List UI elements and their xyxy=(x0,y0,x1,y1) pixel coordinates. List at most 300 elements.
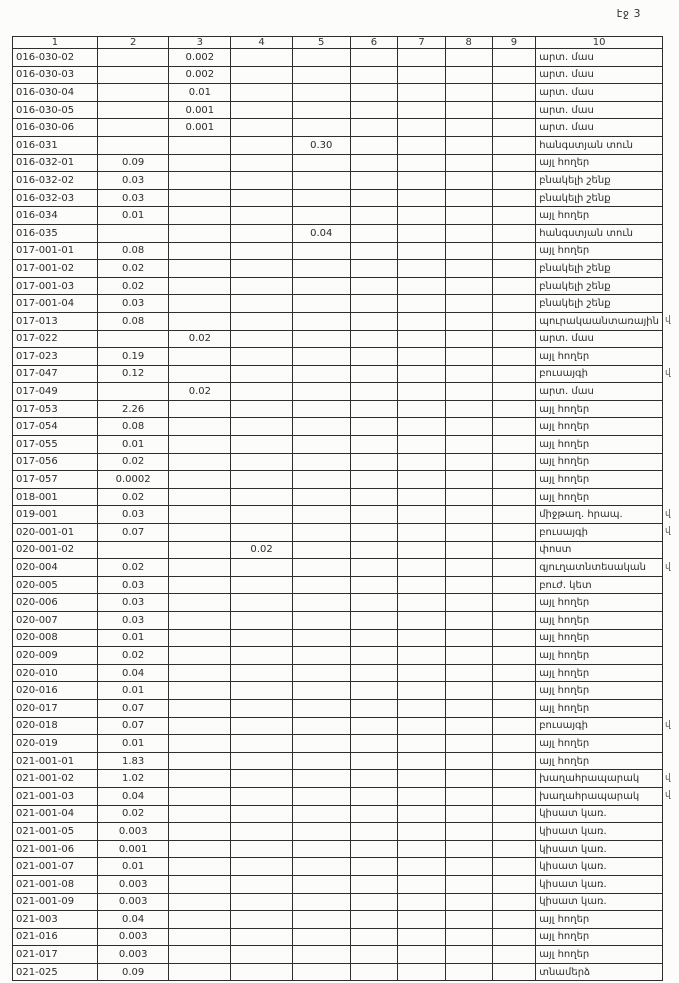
cell-col6 xyxy=(350,506,398,524)
table-row xyxy=(13,858,679,876)
cell-col6 xyxy=(350,647,398,665)
cell-col5 xyxy=(292,664,350,682)
cell-land-use: կիսատ կառ. xyxy=(536,875,663,893)
cell-col8 xyxy=(445,84,492,102)
margin-note xyxy=(662,224,678,242)
cell-col3 xyxy=(169,805,231,823)
cell-col6 xyxy=(350,805,398,823)
table-row xyxy=(13,717,679,735)
cell-col5 xyxy=(292,858,350,876)
cell-col3 xyxy=(169,735,231,753)
cell-col7 xyxy=(398,629,446,647)
table-row xyxy=(13,752,679,770)
cell-land-use: այլ հողեր xyxy=(536,928,663,946)
cell-col5 xyxy=(292,752,350,770)
margin-note xyxy=(662,576,678,594)
cell-col4 xyxy=(231,154,293,172)
column-header-3: 3 xyxy=(169,37,231,49)
cell-col8 xyxy=(445,629,492,647)
cell-col8 xyxy=(445,682,492,700)
cell-col8 xyxy=(445,383,492,401)
cell-land-use: արտ. մաս xyxy=(536,383,663,401)
cell-col7 xyxy=(398,664,446,682)
cell-parcel-code: 016-032-02 xyxy=(13,172,98,190)
cell-land-use: կիսատ կառ. xyxy=(536,823,663,841)
cell-parcel-code: 020-016 xyxy=(13,682,98,700)
cell-col5 xyxy=(292,348,350,366)
cell-col4: 0.02 xyxy=(231,541,293,559)
cell-col4 xyxy=(231,858,293,876)
cell-land-use: պուրակաանտառային xyxy=(536,312,663,330)
cell-col6 xyxy=(350,400,398,418)
cell-col6 xyxy=(350,84,398,102)
cell-col3: 0.01 xyxy=(169,84,231,102)
column-header-2: 2 xyxy=(97,37,169,49)
cell-col3 xyxy=(169,453,231,471)
cell-col9 xyxy=(492,66,536,84)
cell-col3 xyxy=(169,928,231,946)
cell-col8 xyxy=(445,66,492,84)
cell-col7 xyxy=(398,383,446,401)
cell-col6 xyxy=(350,330,398,348)
cell-col5 xyxy=(292,506,350,524)
margin-note xyxy=(662,330,678,348)
cell-col7 xyxy=(398,453,446,471)
cell-col9 xyxy=(492,893,536,911)
cell-col9 xyxy=(492,752,536,770)
cell-col3 xyxy=(169,682,231,700)
cell-col6 xyxy=(350,471,398,489)
cell-col2: 0.01 xyxy=(97,436,169,454)
cell-col3 xyxy=(169,295,231,313)
cell-col6 xyxy=(350,963,398,981)
cell-col4 xyxy=(231,471,293,489)
cell-col9 xyxy=(492,823,536,841)
cell-col6 xyxy=(350,875,398,893)
margin-note xyxy=(662,875,678,893)
cell-col2: 0.0002 xyxy=(97,471,169,489)
cell-col7 xyxy=(398,911,446,929)
margin-note: վ xyxy=(664,790,671,801)
cell-col5 xyxy=(292,805,350,823)
cell-col9 xyxy=(492,612,536,630)
cell-col5 xyxy=(292,875,350,893)
cell-col8 xyxy=(445,647,492,665)
cell-col8 xyxy=(445,348,492,366)
column-header-4: 4 xyxy=(231,37,293,49)
cell-land-use: արտ. մաս xyxy=(536,66,663,84)
cell-col5 xyxy=(292,893,350,911)
cell-col5 xyxy=(292,260,350,278)
cell-land-use: այլ հողեր xyxy=(536,629,663,647)
cell-col9 xyxy=(492,946,536,964)
cell-land-use: բուսայգի xyxy=(536,717,663,735)
cell-parcel-code: 021-001-06 xyxy=(13,840,98,858)
cell-col9 xyxy=(492,365,536,383)
cell-land-use: փոստ xyxy=(536,541,663,559)
cell-land-use: բնակելի շենք xyxy=(536,260,663,278)
cell-col8 xyxy=(445,576,492,594)
cell-col6 xyxy=(350,66,398,84)
table-row xyxy=(13,629,679,647)
cell-col5 xyxy=(292,541,350,559)
table-row xyxy=(13,823,679,841)
cell-col2: 0.08 xyxy=(97,242,169,260)
cell-col3 xyxy=(169,647,231,665)
cell-land-use: արտ. մաս xyxy=(536,84,663,102)
cell-col8 xyxy=(445,823,492,841)
cell-col2 xyxy=(97,224,169,242)
cell-parcel-code: 021-003 xyxy=(13,911,98,929)
cell-parcel-code: 021-001-01 xyxy=(13,752,98,770)
cell-parcel-code: 017-001-01 xyxy=(13,242,98,260)
cell-col2: 0.03 xyxy=(97,295,169,313)
cell-col7 xyxy=(398,365,446,383)
cell-col7 xyxy=(398,348,446,366)
cell-col2: 0.003 xyxy=(97,893,169,911)
cell-col5 xyxy=(292,928,350,946)
cell-col2 xyxy=(97,330,169,348)
cell-col2: 0.01 xyxy=(97,735,169,753)
cell-col6 xyxy=(350,172,398,190)
table-row xyxy=(13,172,679,190)
cell-col4 xyxy=(231,682,293,700)
cell-land-use: այլ հողեր xyxy=(536,154,663,172)
cell-col2: 0.02 xyxy=(97,647,169,665)
cell-col7 xyxy=(398,717,446,735)
cell-land-use: այլ հողեր xyxy=(536,682,663,700)
cell-col5 xyxy=(292,629,350,647)
cell-col9 xyxy=(492,524,536,542)
cell-col6 xyxy=(350,893,398,911)
cell-land-use: կիսատ կառ. xyxy=(536,840,663,858)
cell-col7 xyxy=(398,471,446,489)
table-row xyxy=(13,295,679,313)
cell-col9 xyxy=(492,207,536,225)
cell-col5 xyxy=(292,770,350,788)
cell-col8 xyxy=(445,717,492,735)
cell-col8 xyxy=(445,928,492,946)
cell-parcel-code: 017-055 xyxy=(13,436,98,454)
cell-col2: 0.07 xyxy=(97,717,169,735)
cell-land-use: այլ հողեր xyxy=(536,436,663,454)
cell-parcel-code: 021-017 xyxy=(13,946,98,964)
cell-col9 xyxy=(492,805,536,823)
cell-col8 xyxy=(445,136,492,154)
cell-col6 xyxy=(350,612,398,630)
cell-col6 xyxy=(350,858,398,876)
cell-col9 xyxy=(492,629,536,647)
cell-col5 xyxy=(292,312,350,330)
cell-col6 xyxy=(350,488,398,506)
table-row xyxy=(13,612,679,630)
cell-col4 xyxy=(231,506,293,524)
table-row xyxy=(13,418,679,436)
cell-parcel-code: 021-001-08 xyxy=(13,875,98,893)
cell-col3 xyxy=(169,699,231,717)
margin-note: վ xyxy=(664,719,671,730)
cell-land-use: այլ հողեր xyxy=(536,207,663,225)
cell-col6 xyxy=(350,629,398,647)
cell-col9 xyxy=(492,49,536,67)
cell-col5 xyxy=(292,471,350,489)
cell-col2: 0.09 xyxy=(97,963,169,981)
cell-col4 xyxy=(231,136,293,154)
cell-col4 xyxy=(231,49,293,67)
cell-col5 xyxy=(292,612,350,630)
cell-col7 xyxy=(398,576,446,594)
cell-col3 xyxy=(169,242,231,260)
cell-col8 xyxy=(445,242,492,260)
cell-col4 xyxy=(231,453,293,471)
margin-note xyxy=(662,277,678,295)
cell-land-use: այլ հողեր xyxy=(536,348,663,366)
cell-col4 xyxy=(231,418,293,436)
cell-col4 xyxy=(231,330,293,348)
cell-col6 xyxy=(350,436,398,454)
cell-parcel-code: 021-025 xyxy=(13,963,98,981)
cell-col2 xyxy=(97,49,169,67)
cell-col3 xyxy=(169,629,231,647)
cell-col8 xyxy=(445,946,492,964)
cell-col7 xyxy=(398,875,446,893)
cell-col4 xyxy=(231,172,293,190)
cell-col9 xyxy=(492,119,536,137)
cell-col4 xyxy=(231,119,293,137)
cell-col4 xyxy=(231,805,293,823)
cell-col7 xyxy=(398,893,446,911)
cell-col9 xyxy=(492,400,536,418)
table-row xyxy=(13,207,679,225)
table-row xyxy=(13,189,679,207)
cell-col9 xyxy=(492,348,536,366)
cell-col5: 0.04 xyxy=(292,224,350,242)
cell-land-use: հանգստյան տուն xyxy=(536,136,663,154)
cell-col6 xyxy=(350,911,398,929)
cell-col3 xyxy=(169,436,231,454)
cell-col6 xyxy=(350,224,398,242)
cell-col2: 0.001 xyxy=(97,840,169,858)
cell-col2: 0.04 xyxy=(97,664,169,682)
cell-col9 xyxy=(492,418,536,436)
cell-col6 xyxy=(350,101,398,119)
cell-land-use: արտ. մաս xyxy=(536,330,663,348)
cell-land-use: արտ. մաս xyxy=(536,49,663,67)
land-table xyxy=(12,36,679,981)
cell-col7 xyxy=(398,277,446,295)
margin-note xyxy=(662,664,678,682)
cell-parcel-code: 020-006 xyxy=(13,594,98,612)
cell-col3 xyxy=(169,365,231,383)
cell-col8 xyxy=(445,752,492,770)
cell-land-use: բնակելի շենք xyxy=(536,277,663,295)
cell-col5 xyxy=(292,84,350,102)
cell-col8 xyxy=(445,119,492,137)
cell-col7 xyxy=(398,506,446,524)
cell-col3 xyxy=(169,840,231,858)
cell-col4 xyxy=(231,946,293,964)
cell-col9 xyxy=(492,101,536,119)
cell-col9 xyxy=(492,576,536,594)
cell-col4 xyxy=(231,911,293,929)
cell-col9 xyxy=(492,928,536,946)
cell-col7 xyxy=(398,840,446,858)
cell-col9 xyxy=(492,488,536,506)
cell-col7 xyxy=(398,295,446,313)
cell-col5 xyxy=(292,66,350,84)
margin-note xyxy=(662,207,678,225)
cell-parcel-code: 020-018 xyxy=(13,717,98,735)
column-header-1: 1 xyxy=(13,37,98,49)
table-row xyxy=(13,312,679,330)
table-row xyxy=(13,49,679,67)
cell-col5 xyxy=(292,295,350,313)
cell-col2: 0.04 xyxy=(97,911,169,929)
cell-col6 xyxy=(350,383,398,401)
cell-col7 xyxy=(398,119,446,137)
cell-col3 xyxy=(169,224,231,242)
cell-col2 xyxy=(97,101,169,119)
margin-note xyxy=(662,488,678,506)
column-header-10: 10 xyxy=(536,37,663,49)
cell-col6 xyxy=(350,752,398,770)
table-row xyxy=(13,594,679,612)
cell-col3 xyxy=(169,752,231,770)
cell-col6 xyxy=(350,770,398,788)
cell-col2: 0.01 xyxy=(97,207,169,225)
cell-col2: 0.02 xyxy=(97,488,169,506)
column-header-5: 5 xyxy=(292,37,350,49)
cell-parcel-code: 016-030-02 xyxy=(13,49,98,67)
cell-col2: 0.07 xyxy=(97,524,169,542)
cell-col3: 0.02 xyxy=(169,330,231,348)
table-row xyxy=(13,664,679,682)
table-row xyxy=(13,136,679,154)
cell-col8 xyxy=(445,224,492,242)
cell-col7 xyxy=(398,805,446,823)
cell-col7 xyxy=(398,647,446,665)
cell-parcel-code: 017-053 xyxy=(13,400,98,418)
cell-col8 xyxy=(445,699,492,717)
cell-col4 xyxy=(231,101,293,119)
cell-parcel-code: 017-023 xyxy=(13,348,98,366)
table-row xyxy=(13,383,679,401)
cell-col4 xyxy=(231,242,293,260)
margin-note xyxy=(662,682,678,700)
cell-col4 xyxy=(231,594,293,612)
cell-col3: 0.001 xyxy=(169,119,231,137)
table-row xyxy=(13,647,679,665)
margin-note: վ xyxy=(664,315,671,326)
cell-col4 xyxy=(231,559,293,577)
cell-col6 xyxy=(350,946,398,964)
cell-col3 xyxy=(169,612,231,630)
table-row xyxy=(13,928,679,946)
cell-col7 xyxy=(398,699,446,717)
cell-parcel-code: 021-001-07 xyxy=(13,858,98,876)
cell-col2: 0.03 xyxy=(97,189,169,207)
cell-col6 xyxy=(350,136,398,154)
cell-col2: 0.02 xyxy=(97,277,169,295)
cell-col6 xyxy=(350,365,398,383)
cell-parcel-code: 020-017 xyxy=(13,699,98,717)
cell-col5 xyxy=(292,787,350,805)
cell-col3 xyxy=(169,136,231,154)
cell-col9 xyxy=(492,189,536,207)
cell-col6 xyxy=(350,840,398,858)
margin-note xyxy=(662,805,678,823)
cell-parcel-code: 020-010 xyxy=(13,664,98,682)
cell-col6 xyxy=(350,735,398,753)
cell-col5 xyxy=(292,524,350,542)
margin-note xyxy=(662,752,678,770)
cell-land-use: բուսայգի xyxy=(536,524,663,542)
cell-col3 xyxy=(169,348,231,366)
cell-col5: 0.30 xyxy=(292,136,350,154)
cell-col2: 0.02 xyxy=(97,453,169,471)
cell-col8 xyxy=(445,963,492,981)
cell-col6 xyxy=(350,559,398,577)
table-row xyxy=(13,699,679,717)
margin-note: վ xyxy=(664,526,671,537)
cell-col5 xyxy=(292,242,350,260)
cell-parcel-code: 016-030-06 xyxy=(13,119,98,137)
cell-col2: 0.02 xyxy=(97,805,169,823)
cell-col7 xyxy=(398,242,446,260)
cell-col5 xyxy=(292,453,350,471)
table-body xyxy=(13,49,679,981)
cell-land-use: բուժ. կետ xyxy=(536,576,663,594)
margin-note xyxy=(662,471,678,489)
cell-land-use: բուսայգի xyxy=(536,365,663,383)
cell-col3 xyxy=(169,664,231,682)
cell-col5 xyxy=(292,49,350,67)
table-row xyxy=(13,154,679,172)
cell-col8 xyxy=(445,436,492,454)
cell-col5 xyxy=(292,559,350,577)
cell-col6 xyxy=(350,154,398,172)
cell-col8 xyxy=(445,594,492,612)
cell-parcel-code: 016-034 xyxy=(13,207,98,225)
cell-col4 xyxy=(231,436,293,454)
cell-col3 xyxy=(169,946,231,964)
cell-parcel-code: 020-019 xyxy=(13,735,98,753)
cell-parcel-code: 020-001-01 xyxy=(13,524,98,542)
margin-note xyxy=(662,823,678,841)
cell-col3 xyxy=(169,189,231,207)
cell-col7 xyxy=(398,559,446,577)
cell-col2: 0.03 xyxy=(97,576,169,594)
cell-col4 xyxy=(231,893,293,911)
cell-col7 xyxy=(398,928,446,946)
column-header-7: 7 xyxy=(398,37,446,49)
cell-col5 xyxy=(292,911,350,929)
cell-col8 xyxy=(445,49,492,67)
table-row xyxy=(13,682,679,700)
cell-col6 xyxy=(350,787,398,805)
margin-note xyxy=(662,911,678,929)
cell-col6 xyxy=(350,594,398,612)
cell-col8 xyxy=(445,858,492,876)
cell-col7 xyxy=(398,330,446,348)
cell-col9 xyxy=(492,436,536,454)
cell-col6 xyxy=(350,348,398,366)
table-row xyxy=(13,66,679,84)
cell-land-use: հանգստյան տուն xyxy=(536,224,663,242)
cell-col3 xyxy=(169,418,231,436)
cell-land-use: արտ. մաս xyxy=(536,119,663,137)
table-row xyxy=(13,576,679,594)
